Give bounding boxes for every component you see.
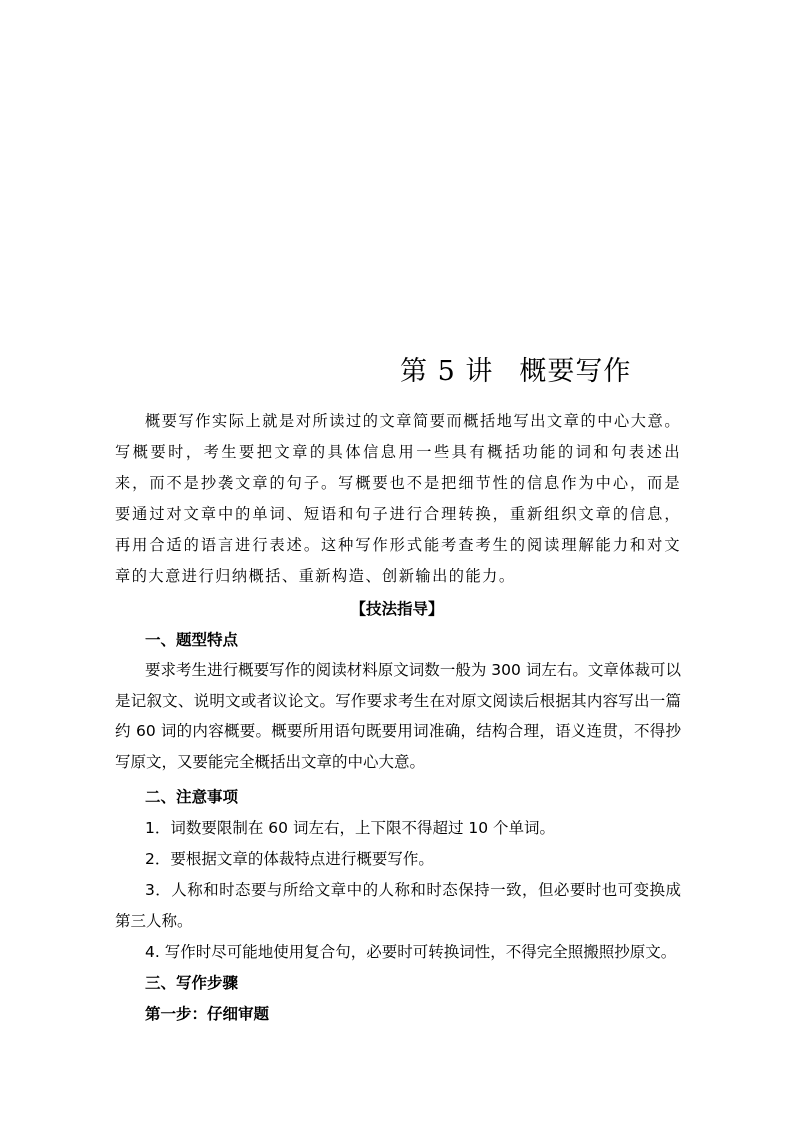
heading-question-type: 一、题型特点	[145, 631, 239, 649]
lesson-number: 第 5 讲	[400, 356, 494, 387]
note-item-4: 4. 写作时尽可能地使用复合句，必要时可转换词性，不得完全照搬照抄原文。	[145, 943, 677, 961]
section-heading-technique-guide: 【技法指导】	[350, 600, 444, 618]
intro-paragraph: 概要写作实际上就是对所读过的文章简要而概括地写出文章的中心大意。写概要时，考生要把文章的具体信息用一些具有概括功能的词和句表述出来，而不是抄袭文章的句子。写概要也不是把细节性的信息作为中心，而是要通过对文章中的单词、短语和句子进行合理转换，重新组织文章的信息，再用合适的语言进行表述。这种写作形式能考查考生的阅读理解能力和对文章的大意进行归纳概括、重新构造、创新输出的能力。	[115, 412, 681, 585]
note-item-1: 1．词数要限制在 60 词左右，上下限不得超过 10 个单词。	[145, 819, 556, 837]
page-title	[400, 352, 631, 392]
heading-writing-steps: 三、写作步骤	[145, 974, 239, 992]
note-item-3: 3．人称和时态要与所给文章中的人称和时态保持一致，但必要时也可变换成第三人称。	[115, 881, 681, 930]
step-1-heading: 第一步：仔细审题	[145, 1005, 270, 1023]
note-item-2: 2．要根据文章的体裁特点进行概要写作。	[145, 850, 434, 868]
heading-notes: 二、注意事项	[145, 788, 239, 806]
lesson-topic: 概要写作	[519, 356, 632, 387]
paragraph-question-type: 要求考生进行概要写作的阅读材料原文词数一般为 300 词左右。文章体裁可以是记叙文、说明文或者议论文。写作要求考生在对原文阅读后根据其内容写出一篇约 60 词的内容概要。概要所用语句既要用词准确，结构合理，语义连贯，不得抄写原文，又要能完全概括出文章的中心大意。	[115, 661, 681, 771]
